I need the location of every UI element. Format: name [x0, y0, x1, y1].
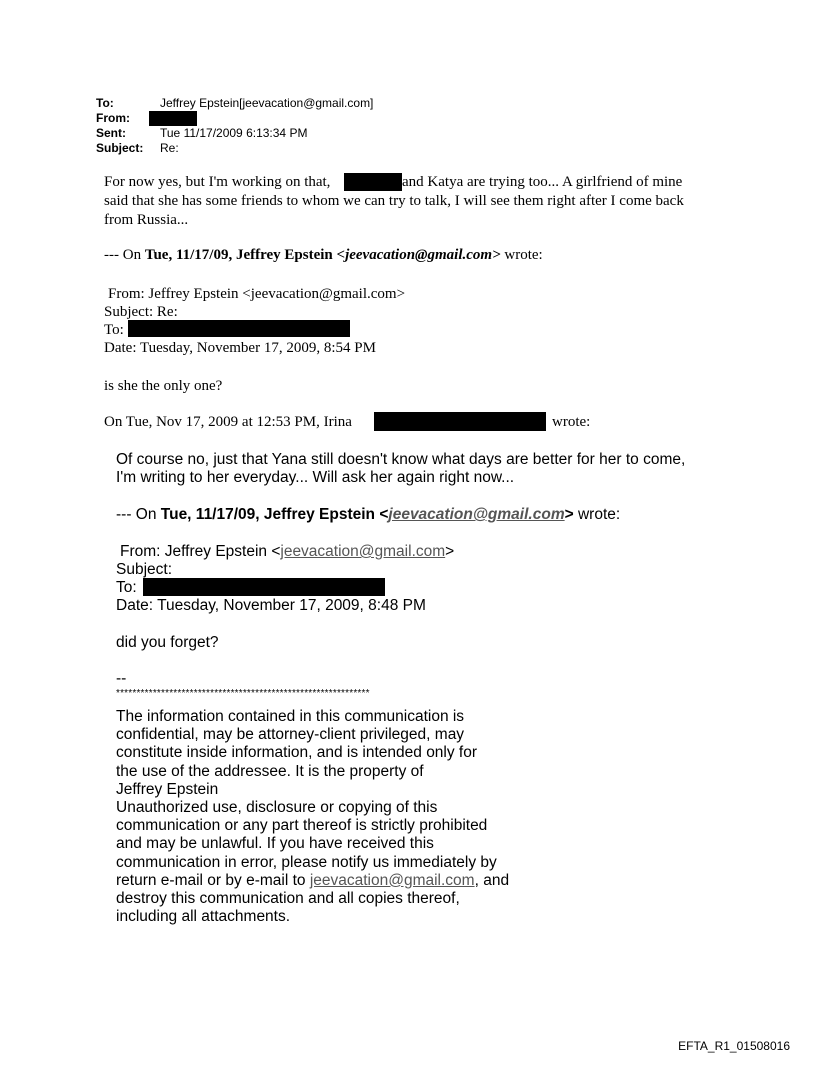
- quote2-from-email-link[interactable]: jeevacation@gmail.com: [280, 543, 446, 560]
- quote2-body: did you forget?: [116, 634, 219, 651]
- quote2-to: To:: [116, 579, 137, 596]
- quote1-from: From: Jeffrey Epstein <jeevacation@gmail.com>: [108, 286, 406, 302]
- redaction-irina-email: [374, 412, 546, 431]
- reply1-line3: from Russia...: [104, 212, 189, 228]
- disclaimer-line: communication or any part thereof is strictly prohibited: [116, 817, 488, 835]
- quote1-date-line: Date: Tuesday, November 17, 2009, 8:54 PM: [104, 340, 376, 356]
- quote2-attribution: [116, 506, 620, 524]
- quote1-email[interactable]: <jeevacation@gmail.com>: [336, 247, 501, 263]
- subject-value: Re:: [160, 141, 179, 155]
- quote2-from-prefix: From: Jeffrey Epstein <: [120, 543, 281, 560]
- quote2-email-link[interactable]: jeevacation@gmail.com: [388, 506, 565, 523]
- quote1-attribution: [104, 247, 543, 264]
- quote1-date: Tue, 11/17/09, Jeffrey Epstein: [144, 247, 337, 263]
- return-email-link[interactable]: jeevacation@gmail.com: [309, 871, 475, 889]
- quote2-date-line: Date: Tuesday, November 17, 2009, 8:48 PM: [116, 597, 426, 614]
- sent-value: Tue 11/17/2009 6:13:34 PM: [160, 126, 308, 140]
- disclaimer-line: destroy this communication and all copies thereof,: [116, 890, 460, 908]
- redaction-to-2: [143, 578, 385, 596]
- disclaimer-line: Jeffrey Epstein: [116, 780, 219, 798]
- quote1-suffix: wrote:: [500, 247, 543, 263]
- disclaimer-line: constitute inside information, and is intended only for: [116, 744, 478, 762]
- quote2-gt: >: [564, 506, 574, 523]
- disclaimer-return-line: [116, 872, 509, 890]
- disclaimer-line: the use of the addressee. It is the property of: [116, 762, 424, 780]
- disclaimer-block: [116, 708, 509, 926]
- document-id: EFTA_R1_01508016: [678, 1039, 790, 1053]
- quote2-from: [120, 543, 454, 561]
- sent-label: Sent:: [96, 126, 126, 140]
- reply1-line1b: and Katya are trying too... A girlfriend of mine: [402, 174, 683, 190]
- disclaimer-line: including all attachments.: [116, 908, 291, 926]
- quote1-subject: Subject: Re:: [104, 304, 178, 320]
- quote1-prefix: --- On: [104, 247, 145, 263]
- quote2-date: Tue, 11/17/09, Jeffrey Epstein: [160, 506, 380, 523]
- disclaimer-line: and may be unlawful. If you have received this: [116, 835, 434, 853]
- reply1-line1a: For now yes, but I'm working on that,: [104, 174, 331, 190]
- return-prefix: return e-mail or by e-mail to: [116, 871, 310, 889]
- disclaimer-line: The information contained in this communication is: [116, 708, 465, 725]
- disclaimer-line: Unauthorized use, disclosure or copying of this: [116, 799, 438, 817]
- to-value: Jeffrey Epstein[jeevacation@gmail.com]: [160, 96, 374, 110]
- quote2-subject: Subject:: [116, 561, 173, 578]
- to-label: To:: [96, 96, 114, 110]
- return-suffix: , and: [474, 871, 510, 889]
- quote2-prefix: --- On: [116, 506, 161, 523]
- quote2-lt: <: [379, 506, 389, 523]
- quote1-to: To:: [104, 322, 124, 338]
- quote1-body: is she the only one?: [104, 378, 223, 394]
- signature-dashes: --: [116, 670, 127, 687]
- redaction-from: [149, 111, 197, 126]
- from-label: From:: [96, 111, 130, 125]
- irina-attribution: On Tue, Nov 17, 2009 at 12:53 PM, Irina: [104, 414, 352, 430]
- reply1-line2: said that she has some friends to whom we can try to talk, I will see them right after I come back: [104, 193, 684, 209]
- redaction-to-1: [128, 320, 350, 337]
- quote2-suffix: wrote:: [573, 506, 621, 523]
- signature-stars: **************************************************************: [116, 688, 370, 699]
- irina-wrote: wrote:: [552, 414, 591, 430]
- reply2-line1: Of course no, just that Yana still doesn't know what days are better for her to come,: [116, 451, 686, 468]
- disclaimer-line: communication in error, please notify us immediately by: [116, 853, 497, 871]
- quote2-from-suffix: >: [445, 543, 455, 560]
- reply2-line2: I'm writing to her everyday... Will ask her again right now...: [116, 469, 515, 486]
- disclaimer-line: confidential, may be attorney-client privileged, may: [116, 726, 465, 744]
- redaction-name-1: [344, 173, 402, 191]
- subject-label: Subject:: [96, 141, 144, 155]
